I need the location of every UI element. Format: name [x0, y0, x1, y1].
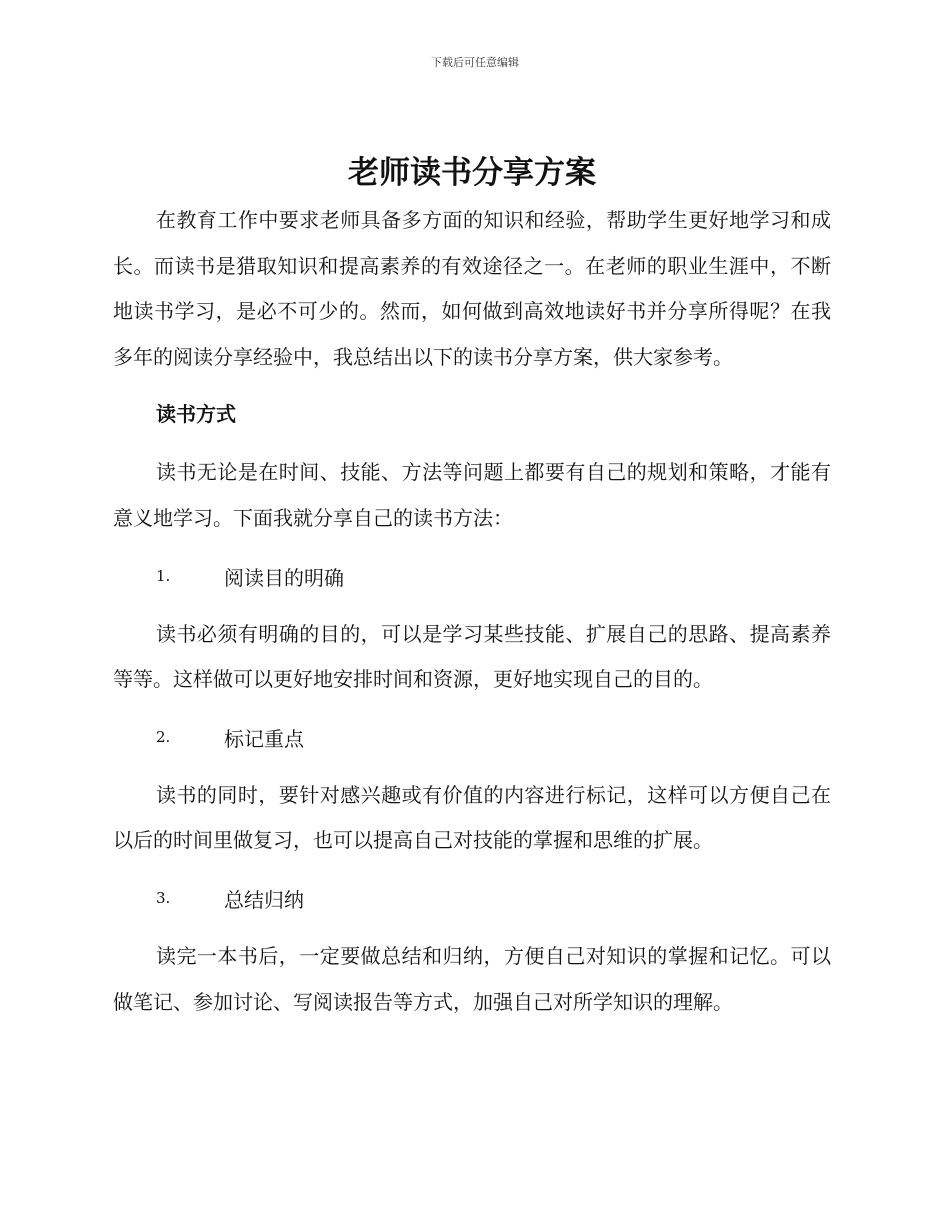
list-item-3-heading: [156, 876, 831, 921]
section-heading-reading-method: 读书方式: [156, 402, 236, 427]
list-item-2-paragraph: 读书的同时，要针对感兴趣或有价值的内容进行标记，这样可以方便自己在以后的时间里做复习，也可以提高自己对技能的掌握和思维的扩展。: [113, 782, 831, 853]
list-number: 2.: [156, 728, 171, 747]
list-item-title: 总结归纳: [224, 887, 304, 912]
list-number: 1.: [156, 567, 171, 586]
document-body: [113, 152, 831, 1025]
list-item-1-paragraph: 读书必须有明确的目的，可以是学习某些技能、扩展自己的思路、提高素养等等。这样做可以更好地安排时间和资源，更好地实现自己的目的。: [113, 621, 831, 692]
section-intro-paragraph: 读书无论是在时间、技能、方法等问题上都要有自己的规划和策略，才能有意义地学习。下面我就分享自己的读书方法：: [113, 460, 831, 530]
list-item-3-paragraph: 读完一本书后，一定要做总结和归纳，方便自己对知识的掌握和记忆。可以做笔记、参加讨论、写阅读报告等方式，加强自己对所学知识的理解。: [113, 943, 831, 1014]
list-item-2-heading: [156, 715, 831, 760]
list-item-title: 标记重点: [224, 726, 304, 751]
list-number: 3.: [156, 889, 171, 908]
page-header-note: 下载后可任意编辑: [431, 56, 519, 69]
list-item-1-heading: [156, 554, 831, 599]
intro-paragraph: 在教育工作中要求老师具备多方面的知识和经验，帮助学生更好地学习和成长。而读书是猎取知识和提高素养的有效途径之一。在老师的职业生涯中，不断地读书学习，是必不可少的。然而，如何做到高效地读好书并分享所得呢？在我多年的阅读分享经验中，我总结出以下的读书分享方案，供大家参考。: [113, 208, 831, 369]
list-item-title: 阅读目的明确: [224, 565, 344, 590]
document-title: 老师读书分享方案: [348, 155, 596, 191]
